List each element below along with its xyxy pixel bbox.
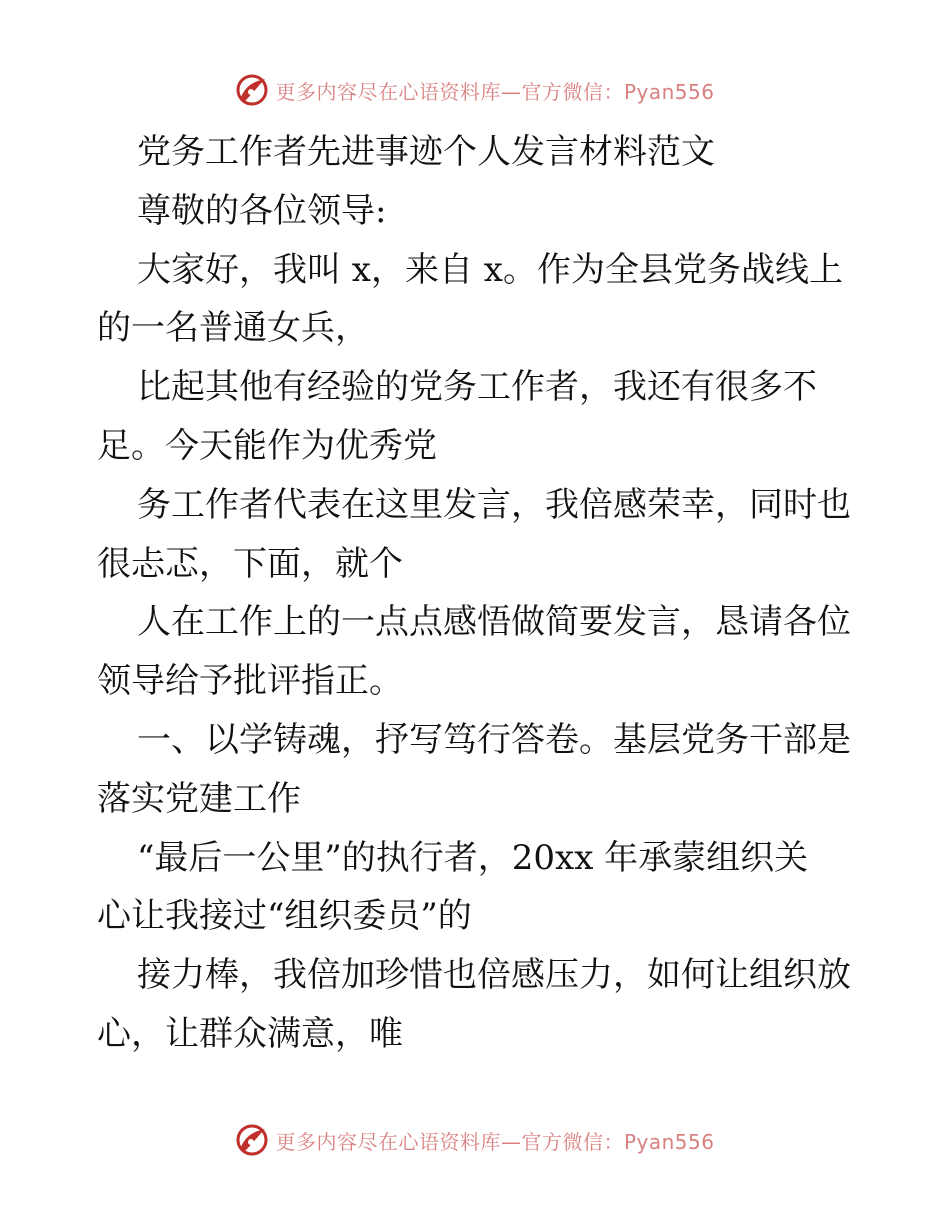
paragraph-line: 心，让群众满意，唯 — [97, 1013, 403, 1054]
header-banner-text: 更多内容尽在心语资料库—官方微信：Pyan556 — [275, 79, 715, 104]
document-body — [97, 123, 857, 1064]
paragraph-line: 人在工作上的一点点感悟做简要发言，恳请各位 — [137, 602, 851, 643]
paragraph-line: 心让我接过“组织委员”的 — [97, 896, 472, 937]
paragraph-line: 大家好，我叫 x，来自 x。作为全县党务战线上 — [137, 249, 843, 290]
paragraph-line: 务工作者代表在这里发言，我倍感荣幸，同时也 — [137, 484, 851, 525]
footer-banner — [0, 1122, 950, 1158]
paragraph-line: 的一名普通女兵， — [97, 308, 369, 349]
brush-pen-logo-icon — [235, 1123, 269, 1157]
paragraph-line: 很忐忑，下面，就个 — [97, 543, 403, 584]
paragraph-line: 一、以学铸魂，抒写笃行答卷。基层党务干部是 — [137, 719, 851, 760]
footer-banner-text: 更多内容尽在心语资料库—官方微信：Pyan556 — [275, 1129, 715, 1154]
paragraph-line: 足。今天能作为优秀党 — [97, 425, 437, 466]
paragraph-line: “最后一公里”的执行者，20xx 年承蒙组织关 — [137, 837, 809, 878]
document-title: 党务工作者先进事迹个人发言材料范文 — [137, 132, 715, 172]
paragraph-line: 落实党建工作 — [97, 778, 301, 819]
brush-pen-logo-icon — [235, 73, 269, 107]
header-banner — [0, 72, 950, 108]
salutation: 尊敬的各位领导: — [137, 190, 387, 231]
paragraph-line: 比起其他有经验的党务工作者，我还有很多不 — [137, 367, 817, 408]
paragraph-line: 接力棒，我倍加珍惜也倍感压力，如何让组织放 — [137, 955, 851, 996]
paragraph-line: 领导给予批评指正。 — [97, 661, 403, 702]
